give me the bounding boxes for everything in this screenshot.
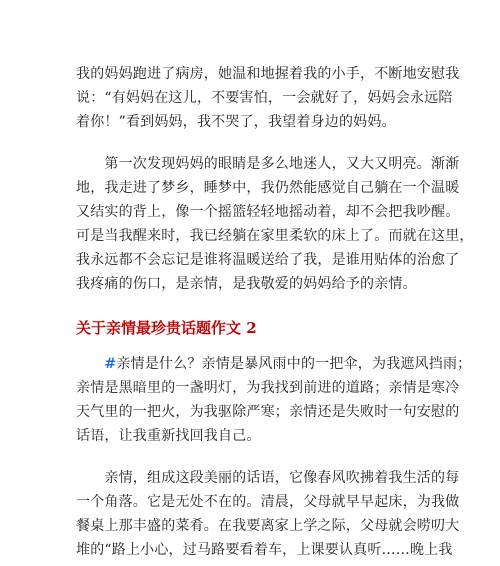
paragraph-4: [76, 466, 460, 562]
text-line: 我的妈妈跑进了病房，她温和地握着我的小手，不断地安慰我: [76, 66, 460, 82]
text-line: 餐桌上那丰盛的菜肴。在我要离家上学之际，父母就会唠叨大: [76, 518, 460, 534]
text-line: 说：“有妈妈在这儿，不要害怕，一会就好了，妈妈会永远陪: [76, 90, 453, 106]
text-line: 天气里的一把火，为我驱除严寒；亲情还是失败时一句安慰的: [76, 404, 460, 420]
hash-mark: #: [104, 356, 117, 372]
text-line: 话语，让我重新找回我自己。: [76, 428, 261, 444]
text-line: 可是当我醒来时，我已经躺在家里柔软的床上了。而就在这里，: [76, 228, 474, 244]
text-line: 地，我走进了梦乡，睡梦中，我仍然能感觉自己躺在一个温暖: [76, 180, 460, 196]
text-line: 一个角落。它是无处不在的。清晨，父母就早早起床，为我做: [76, 494, 460, 510]
text-line: 又结实的背上，像一个摇篮轻轻地摇动着，却不会把我吵醒。: [76, 204, 460, 220]
text-line: 亲情是黑暗里的一盏明灯，为我找到前进的道路；亲情是寒冷: [76, 380, 460, 396]
text-line: 堆的“路上小心，过马路要看着车，上课要认真听……晚上我: [76, 542, 453, 558]
text-line: 我疼痛的伤口，是亲情，是我敬爱的妈妈给予的亲情。: [76, 276, 417, 292]
section-heading: 关于亲情最珍贵话题作文 2: [76, 319, 257, 337]
paragraph-3: [76, 352, 472, 448]
text-line: 着你！”看到妈妈，我不哭了，我望着身边的妈妈。: [76, 114, 396, 130]
paragraph-2: [76, 152, 474, 296]
text-line-content: 亲情是什么？亲情是暴风雨中的一把伞，为我遮风挡雨；: [116, 356, 472, 372]
text-line: [76, 352, 472, 376]
paragraph-1: [76, 62, 460, 134]
text-line: 第一次发现妈妈的眼睛是多么地迷人，又大又明亮。渐渐: [76, 156, 460, 172]
text-line: 亲情，组成这段美丽的话语，它像春风吹拂着我生活的每: [76, 470, 460, 486]
text-line: 我永远都不会忘记是谁将温暖送给了我，是谁用贴体的治愈了: [76, 252, 460, 268]
